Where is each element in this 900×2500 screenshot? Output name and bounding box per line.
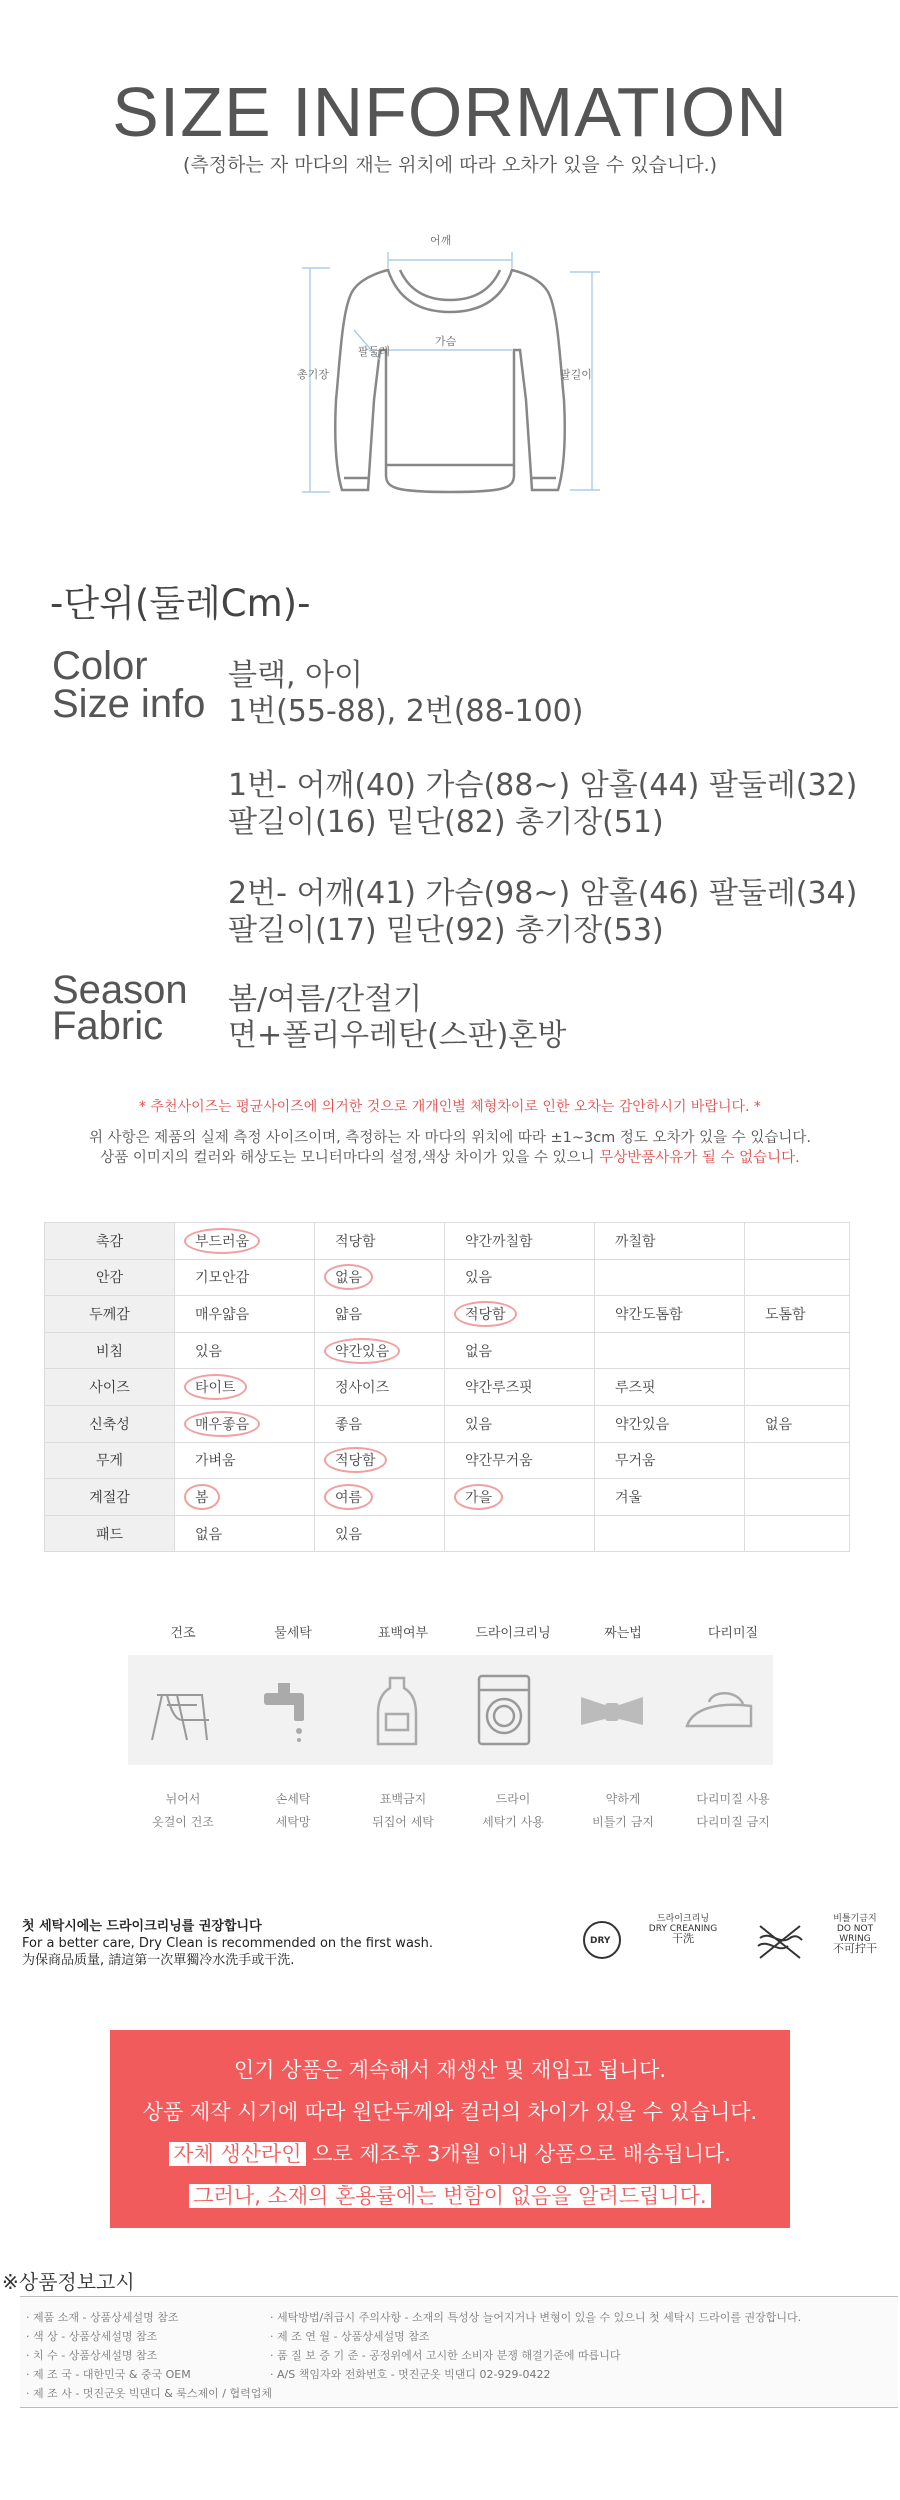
table-cell bbox=[745, 1296, 850, 1333]
info-row-right: · A/S 책임자와 전화번호 - 멋진군옷 빅댄디 02-929-0422 bbox=[270, 2368, 551, 2381]
option-text: 약간있음 bbox=[615, 1416, 670, 1433]
info-row-right: · 제 조 연 월 - 상품상세설명 참조 bbox=[270, 2330, 430, 2343]
care-header: 드라이크리닝 bbox=[475, 1626, 551, 1641]
care-option: 다리미질 금지 bbox=[696, 1815, 770, 1829]
care-option: 손세탁 bbox=[275, 1792, 311, 1806]
table-cell bbox=[175, 1479, 315, 1516]
selected-option: 타이트 bbox=[184, 1374, 247, 1400]
table-row-label: 안감 bbox=[45, 1259, 175, 1296]
table-cell bbox=[315, 1479, 445, 1516]
care-icons bbox=[128, 1655, 773, 1765]
option-text: 기모안감 bbox=[195, 1270, 250, 1287]
no-wring-en: DO NOT WRING bbox=[836, 1924, 874, 1944]
table-cell bbox=[445, 1223, 595, 1260]
product-info-box bbox=[20, 2296, 898, 2408]
table-cell bbox=[595, 1332, 745, 1369]
care-option: 세탁망 bbox=[275, 1815, 311, 1829]
size1-prefix: 1번- bbox=[228, 768, 287, 803]
total-length-label: 총기장 bbox=[297, 368, 329, 381]
washing-machine-icon bbox=[451, 1655, 559, 1765]
dry-clean-ko: 드라이크리닝 bbox=[656, 1914, 710, 1924]
restock-line3-rest: 으로 제조후 3개월 이내 상품으로 배송됩니다. bbox=[305, 2142, 731, 2166]
table-cell bbox=[175, 1369, 315, 1406]
option-text: 겨울 bbox=[615, 1489, 643, 1506]
table-cell bbox=[315, 1515, 445, 1552]
care-options-row1 bbox=[128, 1790, 788, 1807]
size-info-value: 1번(55-88), 2번(88-100) bbox=[228, 694, 584, 729]
color-notice-warning: 무상반품사유가 될 수 없습니다. bbox=[599, 1150, 800, 1166]
product-info-title: ※상품정보고시 bbox=[2, 2270, 135, 2294]
color-notice bbox=[0, 1146, 900, 1167]
table-row bbox=[45, 1296, 850, 1333]
option-text: 있음 bbox=[335, 1526, 363, 1543]
bleach-bottle-icon bbox=[343, 1655, 451, 1765]
first-wash-english: For a better care, Dry Clean is recommended on the first wash. bbox=[22, 1936, 434, 1951]
season-label: Season bbox=[52, 968, 188, 1012]
care-option: 뉘어서 bbox=[165, 1792, 201, 1806]
care-option: 세탁기 사용 bbox=[482, 1815, 544, 1829]
table-row bbox=[45, 1369, 850, 1406]
table-cell bbox=[445, 1259, 595, 1296]
own-production-highlight: 자체 생산라인 bbox=[169, 2142, 305, 2166]
table-cell bbox=[315, 1332, 445, 1369]
armhole-label: 팔둘레 bbox=[358, 345, 390, 358]
option-text: 가벼움 bbox=[195, 1453, 236, 1470]
table-cell bbox=[595, 1296, 745, 1333]
restock-notice-box bbox=[110, 2030, 790, 2228]
table-cell bbox=[745, 1515, 850, 1552]
table-cell bbox=[745, 1369, 850, 1406]
table-row bbox=[45, 1223, 850, 1260]
table-row-label: 신축성 bbox=[45, 1405, 175, 1442]
option-text: 까칠함 bbox=[615, 1233, 656, 1250]
size2-measures-a: 어깨(41) 가슴(98~) 암홀(46) 팔둘레(34) bbox=[286, 876, 858, 911]
table-row bbox=[45, 1515, 850, 1552]
composition-highlight: 그러나, 소재의 혼용률에는 변함이 없음을 알려드립니다. bbox=[189, 2184, 710, 2208]
table-row bbox=[45, 1405, 850, 1442]
fabric-value: 면+폴리우레탄(스판)혼방 bbox=[228, 1018, 567, 1053]
table-row bbox=[45, 1479, 850, 1516]
info-row-right: · 세탁방법/취급시 주의사항 - 소재의 특성상 늘어지거나 변형이 있을 수 있으니 첫 세탁시 드라이를 권장합니다. bbox=[270, 2311, 802, 2324]
size1-measures-a: 어깨(40) 가슴(88~) 암홀(44) 팔둘레(32) bbox=[286, 768, 858, 803]
table-row bbox=[45, 1442, 850, 1479]
table-cell bbox=[445, 1369, 595, 1406]
size2-prefix: 2번- bbox=[228, 876, 287, 911]
table-cell bbox=[445, 1296, 595, 1333]
season-value: 봄/여름/간절기 bbox=[228, 982, 423, 1017]
color-value: 블랙, 아이 bbox=[228, 658, 363, 693]
unit-heading: -단위(둘레Cm)- bbox=[50, 582, 311, 625]
no-wring-label bbox=[820, 1914, 890, 1954]
table-row-label: 사이즈 bbox=[45, 1369, 175, 1406]
info-row-left: · 제 조 국 - 대한민국 & 중국 OEM bbox=[26, 2368, 191, 2381]
selected-option: 봄 bbox=[184, 1484, 220, 1510]
no-wring-icon bbox=[758, 1926, 802, 1958]
table-row bbox=[45, 1332, 850, 1369]
care-header: 짜는법 bbox=[604, 1626, 642, 1641]
table-cell bbox=[445, 1442, 595, 1479]
option-text: 없음 bbox=[765, 1416, 793, 1433]
info-row-left: · 치 수 - 상품상세설명 참조 bbox=[26, 2349, 158, 2362]
option-text: 있음 bbox=[465, 1416, 493, 1433]
dry-label: DRY bbox=[590, 1936, 611, 1946]
size1-line2: 팔길이(16) 밑단(82) 총기장(51) bbox=[228, 805, 664, 840]
option-text: 적당함 bbox=[335, 1233, 376, 1250]
dry-clean-label bbox=[648, 1914, 718, 1944]
care-options-row2 bbox=[128, 1813, 788, 1830]
restock-line4 bbox=[110, 2180, 790, 2210]
table-cell bbox=[175, 1442, 315, 1479]
shoulder-label: 어깨 bbox=[430, 234, 452, 247]
info-row-right: · 품 질 보 증 기 준 - 공정위에서 고시한 소비자 분쟁 해결기준에 따릅니다 bbox=[270, 2349, 621, 2362]
option-text: 약간루즈핏 bbox=[465, 1380, 533, 1397]
table-row-label: 두께감 bbox=[45, 1296, 175, 1333]
drying-rack-icon bbox=[128, 1655, 236, 1765]
option-text: 매우얇음 bbox=[195, 1306, 250, 1323]
info-row-left: · 제품 소재 - 상품상세설명 참조 bbox=[26, 2311, 179, 2324]
table-row-label: 계절감 bbox=[45, 1479, 175, 1516]
selected-option: 약간있음 bbox=[324, 1338, 400, 1364]
fabric-label: Fabric bbox=[52, 1004, 164, 1048]
table-cell bbox=[745, 1332, 850, 1369]
selected-option: 적당함 bbox=[454, 1301, 517, 1327]
care-option: 다리미질 사용 bbox=[696, 1792, 770, 1806]
option-text: 있음 bbox=[195, 1343, 223, 1360]
restock-line3 bbox=[110, 2138, 790, 2168]
fabric-table bbox=[44, 1222, 850, 1552]
sleeve-length-label: 팔길이 bbox=[560, 368, 592, 381]
dry-clean-cn: 干洗 bbox=[672, 1932, 694, 1945]
table-cell bbox=[175, 1515, 315, 1552]
table-cell bbox=[315, 1405, 445, 1442]
info-row-left: · 제 조 사 - 멋진군옷 빅댄디 & 룩스제이 / 협력업체 bbox=[26, 2387, 272, 2400]
table-cell bbox=[175, 1332, 315, 1369]
table-cell bbox=[315, 1369, 445, 1406]
selected-option: 여름 bbox=[324, 1484, 373, 1510]
table-cell bbox=[595, 1515, 745, 1552]
option-text: 없음 bbox=[195, 1526, 223, 1543]
table-cell bbox=[745, 1479, 850, 1516]
table-row-label: 패드 bbox=[45, 1515, 175, 1552]
care-symbols bbox=[580, 1912, 890, 1972]
faucet-icon bbox=[236, 1655, 344, 1765]
table-row-label: 촉감 bbox=[45, 1223, 175, 1260]
color-notice-text: 상품 이미지의 컬러와 해상도는 모니터마다의 설정,색상 차이가 있을 수 있으니 bbox=[100, 1150, 600, 1166]
option-text: 약간무거움 bbox=[465, 1453, 533, 1470]
care-header: 건조 bbox=[170, 1626, 196, 1641]
option-text: 약간까칠함 bbox=[465, 1233, 533, 1250]
recommend-notice: * 추천사이즈는 평균사이즈에 의거한 것으로 개개인별 체형차이로 인한 오차는 감안하시기 바랍니다. * bbox=[139, 1099, 761, 1115]
size-info-label: Size info bbox=[52, 682, 206, 726]
dry-clean-en: DRY CREANING bbox=[648, 1924, 718, 1934]
table-cell bbox=[445, 1332, 595, 1369]
table-cell bbox=[175, 1223, 315, 1260]
first-wash-chinese: 为保商品质量, 請這第一次單獨冷水洗手或干洗. bbox=[22, 1953, 295, 1968]
table-cell bbox=[745, 1405, 850, 1442]
table-cell bbox=[745, 1259, 850, 1296]
table-cell bbox=[175, 1296, 315, 1333]
size2-line2: 팔길이(17) 밑단(92) 총기장(53) bbox=[228, 913, 664, 948]
selected-option: 없음 bbox=[324, 1264, 373, 1290]
care-header: 표백여부 bbox=[377, 1626, 429, 1641]
table-cell bbox=[315, 1259, 445, 1296]
option-text: 루즈핏 bbox=[615, 1380, 656, 1397]
first-wash-notice bbox=[22, 1918, 433, 1969]
option-text: 도톰함 bbox=[765, 1306, 806, 1323]
table-cell bbox=[595, 1405, 745, 1442]
table-cell bbox=[445, 1405, 595, 1442]
table-row-label: 비침 bbox=[45, 1332, 175, 1369]
care-option: 옷걸이 건조 bbox=[152, 1815, 214, 1829]
table-cell bbox=[595, 1479, 745, 1516]
table-cell bbox=[445, 1515, 595, 1552]
first-wash-korean: 첫 세탁시에는 드라이크리닝를 권장합니다 bbox=[22, 1919, 262, 1934]
table-cell bbox=[595, 1369, 745, 1406]
option-text: 얇음 bbox=[335, 1306, 363, 1323]
chest-label: 가슴 bbox=[435, 335, 457, 348]
no-wring-ko: 비틀기금지 bbox=[833, 1914, 877, 1924]
info-row-left: · 색 상 - 상품상세설명 참조 bbox=[26, 2330, 158, 2343]
selected-option: 부드러움 bbox=[184, 1228, 260, 1254]
restock-line2: 상품 제작 시기에 따라 원단두께와 컬러의 차이가 있을 수 있습니다. bbox=[142, 2100, 758, 2124]
page-subtitle: (측정하는 자 마다의 재는 위치에 따라 오차가 있을 수 있습니다.) bbox=[182, 154, 718, 176]
measure-notice: 위 사항은 제품의 실제 측정 사이즈이며, 측정하는 자 마다의 위치에 따라 ±1~3cm 정도 오차가 있을 수 있습니다. bbox=[88, 1130, 812, 1146]
care-option: 비틀기 금지 bbox=[592, 1815, 654, 1829]
table-row bbox=[45, 1259, 850, 1296]
selected-option: 매우좋음 bbox=[184, 1411, 260, 1437]
option-text: 없음 bbox=[465, 1343, 493, 1360]
table-cell bbox=[745, 1223, 850, 1260]
table-cell bbox=[745, 1442, 850, 1479]
table-cell bbox=[315, 1442, 445, 1479]
table-cell bbox=[445, 1479, 595, 1516]
table-cell bbox=[595, 1223, 745, 1260]
care-option: 약하게 bbox=[605, 1792, 641, 1806]
option-text: 무거움 bbox=[615, 1453, 656, 1470]
option-text: 약간도톰함 bbox=[615, 1306, 683, 1323]
table-row-label: 무게 bbox=[45, 1442, 175, 1479]
color-label: Color bbox=[52, 644, 148, 688]
table-cell bbox=[595, 1442, 745, 1479]
care-option: 뒤집어 세탁 bbox=[372, 1815, 434, 1829]
option-text: 좋음 bbox=[335, 1416, 363, 1433]
selected-option: 가을 bbox=[454, 1484, 503, 1510]
table-cell bbox=[595, 1259, 745, 1296]
option-text: 정사이즈 bbox=[335, 1380, 390, 1397]
iron-icon bbox=[666, 1655, 774, 1765]
table-cell bbox=[175, 1405, 315, 1442]
care-headers bbox=[128, 1622, 788, 1641]
restock-line1: 인기 상품은 계속해서 재생산 및 재입고 됩니다. bbox=[233, 2058, 667, 2082]
care-option: 드라이 bbox=[495, 1792, 531, 1806]
wringing-icon bbox=[558, 1655, 666, 1765]
no-wring-cn: 不可拧干 bbox=[833, 1942, 877, 1955]
table-cell bbox=[315, 1223, 445, 1260]
care-header: 다리미질 bbox=[707, 1626, 759, 1641]
page-title: SIZE INFORMATION bbox=[112, 73, 788, 151]
table-cell bbox=[175, 1259, 315, 1296]
table-cell bbox=[315, 1296, 445, 1333]
care-header: 물세탁 bbox=[274, 1626, 312, 1641]
option-text: 있음 bbox=[465, 1270, 493, 1287]
selected-option: 적당함 bbox=[324, 1447, 387, 1473]
care-option: 표백금지 bbox=[379, 1792, 427, 1806]
garment-diagram bbox=[270, 200, 630, 500]
